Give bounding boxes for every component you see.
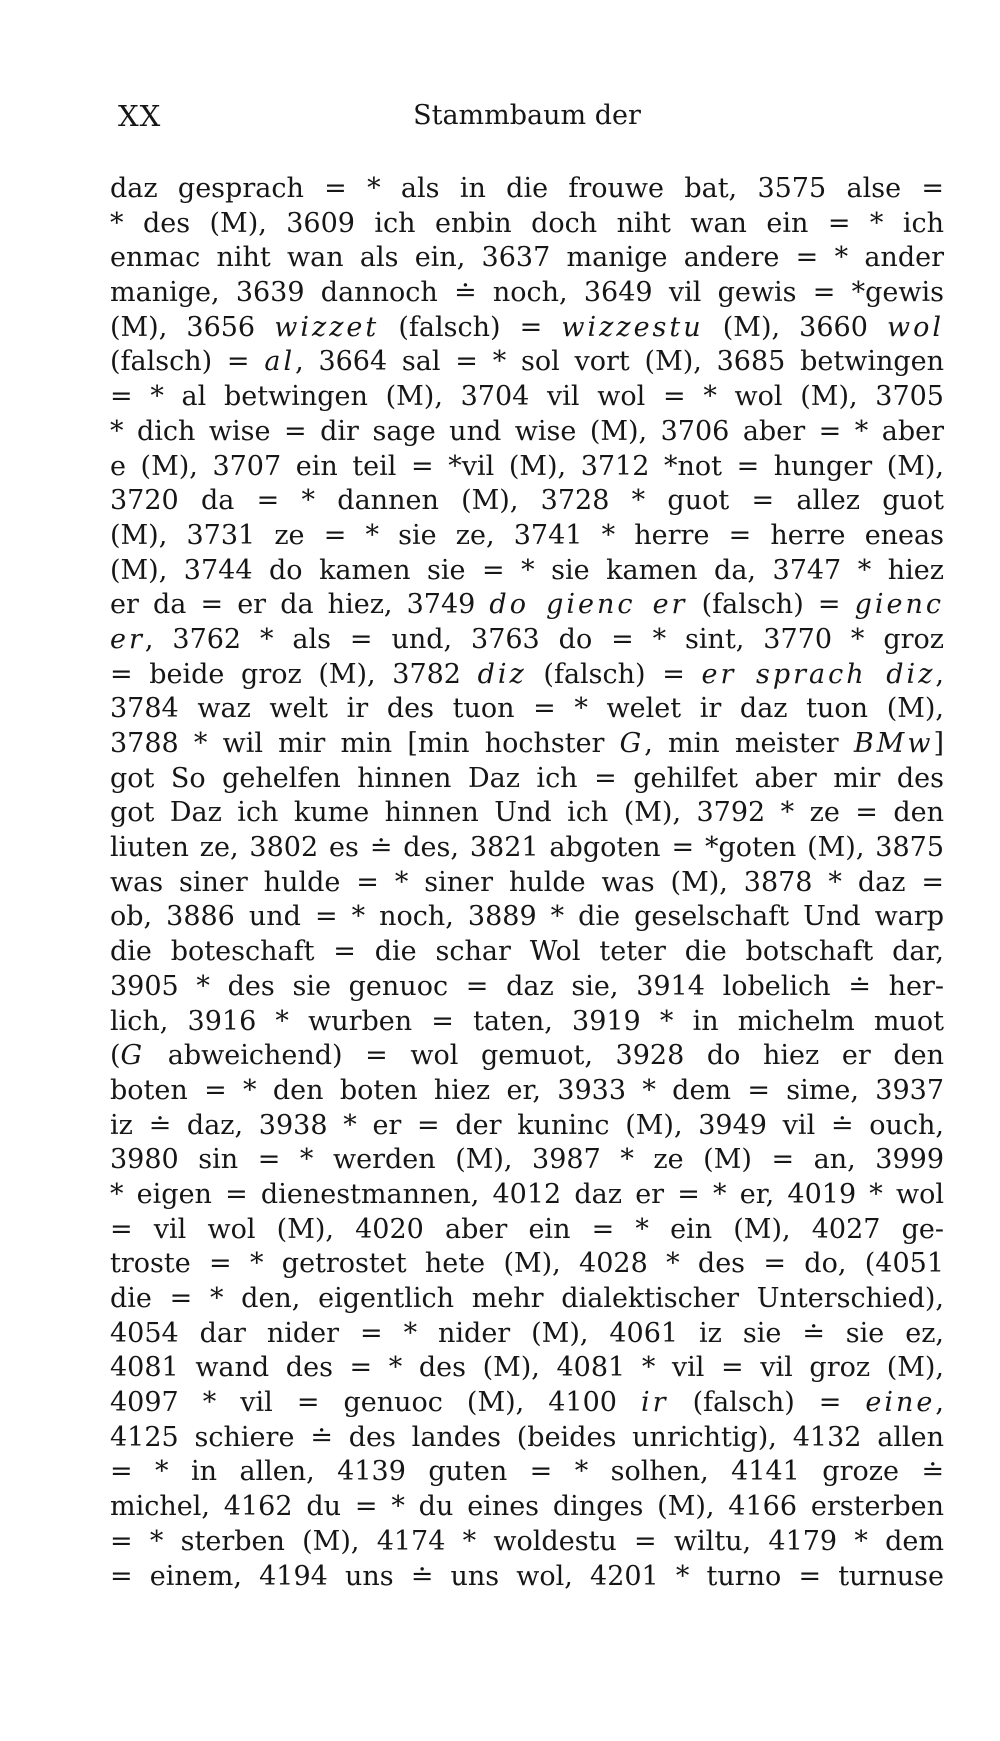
- text-line: [110, 241, 944, 276]
- running-head: [118, 96, 936, 136]
- spaced-italic-text: wizzet: [274, 311, 380, 343]
- text-segment: 4081 wand des = * des (M), 4081 * vil = vil groz (M),: [110, 1352, 944, 1384]
- text-line: [110, 484, 944, 519]
- text-line: [110, 900, 944, 935]
- text-segment: (: [110, 1040, 121, 1072]
- spaced-italic-text: diz: [477, 658, 527, 690]
- text-segment: 3720 da = * dannen (M), 3728 * guot = allez guot: [110, 485, 944, 517]
- text-line: [110, 1074, 944, 1109]
- text-segment: 3980 sin = * werden (M), 3987 * ze (M) = an, 3999: [110, 1144, 944, 1176]
- text-segment: e (M), 3707 ein teil = *vil (M), 3712 *not = hunger (M),: [110, 450, 944, 482]
- text-segment: (falsch) =: [526, 658, 702, 690]
- running-title: Stammbaum der: [413, 100, 641, 131]
- text-line: [110, 172, 944, 207]
- text-line: [110, 1143, 944, 1178]
- text-segment: die boteschaft = die schar Wol teter die botschaft dar,: [110, 936, 944, 968]
- text-segment: ]: [933, 728, 944, 759]
- text-line: [110, 970, 944, 1005]
- text-segment: got So gehelfen hinnen Daz ich = gehilfet aber mir des: [110, 762, 944, 794]
- text-line: [110, 727, 944, 762]
- text-line: [110, 1525, 944, 1560]
- text-segment: ob, 3886 und = * noch, 3889 * die geselschaft Und warp: [110, 901, 944, 933]
- spaced-italic-text: BMw: [853, 728, 934, 759]
- text-segment: (M), 3731 ze = * sie ze, 3741 * herre = herre eneas: [110, 519, 944, 551]
- text-line: [110, 1039, 944, 1074]
- text-segment: die = * den, eigentlich mehr dialektischer Unterschied),: [110, 1283, 944, 1314]
- body-text: [110, 172, 944, 1594]
- text-segment: ,: [935, 1387, 944, 1419]
- text-line: [110, 415, 944, 450]
- text-segment: (M), 3656: [110, 311, 275, 343]
- text-segment: ,: [935, 658, 944, 690]
- text-segment: = einem, 4194 uns ≐ uns wol, 4201 * turno = turnuse: [110, 1560, 944, 1592]
- text-segment: (M), 3660: [703, 311, 887, 343]
- text-segment: 4125 schiere ≐ des landes (beides unrichtig), 4132 allen: [110, 1421, 944, 1453]
- spaced-italic-text: er: [110, 623, 145, 655]
- text-segment: daz gesprach = * als in die frouwe bat, 3575 alse =: [110, 173, 944, 204]
- text-line: [110, 588, 944, 623]
- text-line: [110, 658, 944, 693]
- text-segment: (M), 3744 do kamen sie = * sie kamen da, 3747 * hiez: [110, 554, 944, 586]
- text-line: [110, 935, 944, 970]
- text-segment: (falsch) =: [110, 346, 265, 378]
- text-line: [110, 1109, 944, 1144]
- text-line: [110, 1386, 944, 1421]
- text-line: [110, 692, 944, 727]
- text-segment: , 3664 sal = * sol vort (M), 3685 betwingen: [295, 346, 944, 378]
- text-segment: was siner hulde = * siner hulde was (M), 3878 * daz =: [110, 866, 944, 898]
- text-line: [110, 1421, 944, 1456]
- text-line: [110, 1455, 944, 1490]
- text-line: [110, 311, 944, 346]
- text-line: [110, 519, 944, 554]
- text-line: [110, 1490, 944, 1525]
- text-line: [110, 1282, 944, 1317]
- text-segment: manige, 3639 dannoch ≐ noch, 3649 vil gewis = *gewis: [110, 277, 944, 309]
- text-segment: 3784 waz welt ir des tuon = * welet ir daz tuon (M),: [110, 693, 944, 725]
- text-segment: got Daz ich kume hinnen Und ich (M), 3792 * ze = den: [110, 797, 944, 829]
- text-line: [110, 831, 944, 866]
- text-line: [110, 762, 944, 797]
- text-line: [110, 276, 944, 311]
- text-line: [110, 345, 944, 380]
- spaced-italic-text: G: [619, 728, 645, 759]
- text-segment: 3905 * des sie genuoc = daz sie, 3914 lobelich ≐ her-: [110, 970, 944, 1002]
- spaced-italic-text: gienc: [854, 589, 944, 621]
- text-line: [110, 796, 944, 831]
- text-segment: iz ≐ daz, 3938 * er = der kuninc (M), 3949 vil ≐ ouch,: [110, 1109, 944, 1141]
- text-segment: , min meister: [644, 728, 854, 759]
- text-segment: * eigen = dienestmannen, 4012 daz er = * er, 4019 * wol: [110, 1178, 944, 1210]
- text-segment: = vil wol (M), 4020 aber ein = * ein (M), 4027 ge-: [110, 1213, 944, 1245]
- text-segment: lich, 3916 * wurben = taten, 3919 * in michelm muot: [110, 1005, 944, 1037]
- text-segment: troste = * getrostet hete (M), 4028 * des = do, (4051: [110, 1248, 944, 1280]
- text-line: [110, 1247, 944, 1282]
- spaced-italic-text: G: [120, 1040, 146, 1072]
- text-segment: michel, 4162 du = * du eines dinges (M), 4166 ersterben: [110, 1491, 944, 1523]
- text-segment: = * sterben (M), 4174 * woldestu = wiltu, 4179 * dem: [110, 1525, 944, 1557]
- text-segment: = * al betwingen (M), 3704 vil wol = * wol (M), 3705: [110, 381, 944, 413]
- text-segment: boten = * den boten hiez er, 3933 * dem = sime, 3937: [110, 1074, 944, 1106]
- spaced-italic-text: wol: [886, 311, 944, 343]
- text-line: [110, 623, 944, 658]
- text-segment: er da = er da hiez, 3749: [110, 589, 490, 621]
- text-segment: enmac niht wan als ein, 3637 manige andere = * ander: [110, 242, 944, 274]
- page-number: XX: [118, 99, 162, 133]
- text-line: [110, 1005, 944, 1040]
- text-line: [110, 866, 944, 901]
- text-segment: (falsch) =: [379, 311, 562, 343]
- text-segment: = beide groz (M), 3782: [110, 658, 478, 690]
- text-line: [110, 554, 944, 589]
- text-segment: 3788 * wil mir min [min hochster: [110, 728, 620, 759]
- text-segment: , 3762 * als = und, 3763 do = * sint, 3770 * groz: [144, 623, 944, 655]
- text-line: [110, 1213, 944, 1248]
- spaced-italic-text: wizzestu: [561, 311, 704, 343]
- spaced-italic-text: do gienc er: [489, 589, 688, 621]
- text-segment: liuten ze, 3802 es ≐ des, 3821 abgoten = *goten (M), 3875: [110, 832, 944, 864]
- text-line: [110, 450, 944, 485]
- text-segment: * dich wise = dir sage und wise (M), 3706 aber = * aber: [110, 415, 944, 447]
- text-segment: (falsch) =: [668, 1387, 866, 1419]
- text-segment: 4054 dar nider = * nider (M), 4061 iz sie ≐ sie ez,: [110, 1317, 944, 1349]
- text-line: [110, 1560, 944, 1595]
- text-line: [110, 207, 944, 242]
- text-line: [110, 1178, 944, 1213]
- text-segment: (falsch) =: [687, 589, 855, 621]
- text-segment: * des (M), 3609 ich enbin doch niht wan ein = * ich: [110, 207, 944, 239]
- text-line: [110, 1351, 944, 1386]
- text-line: [110, 1317, 944, 1352]
- text-segment: 4097 * vil = genuoc (M), 4100: [110, 1387, 641, 1419]
- spaced-italic-text: ir: [641, 1387, 669, 1419]
- text-line: [110, 380, 944, 415]
- text-segment: = * in allen, 4139 guten = * solhen, 4141 groze ≐: [110, 1456, 944, 1488]
- text-segment: abweichend) = wol gemuot, 3928 do hiez er den: [145, 1040, 944, 1072]
- spaced-italic-text: er sprach diz: [701, 658, 936, 690]
- spaced-italic-text: al: [264, 346, 296, 378]
- spaced-italic-text: eine: [865, 1387, 936, 1419]
